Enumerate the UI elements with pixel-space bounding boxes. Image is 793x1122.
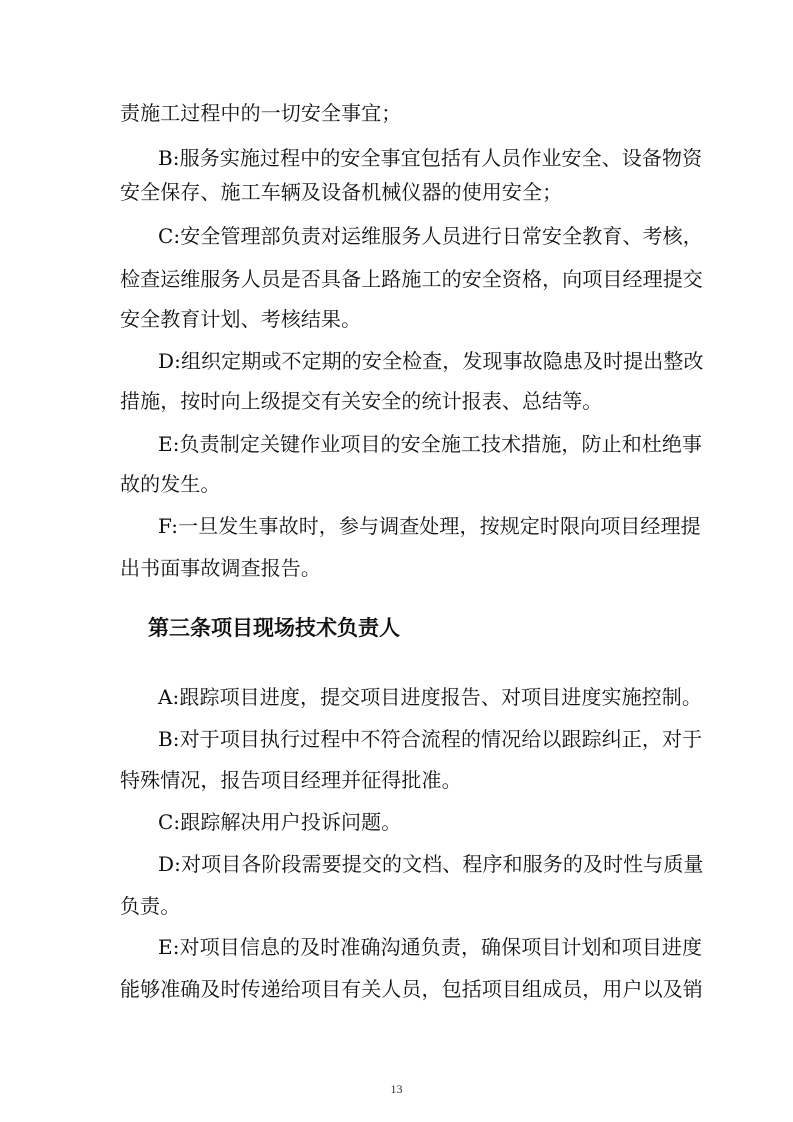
section-heading: 第三条项目现场技术负责人 <box>148 616 400 640</box>
paragraph-line: E:对项目信息的及时准确沟通负责，确保项目计划和项目进度 <box>158 935 703 959</box>
page-number: 13 <box>390 1082 403 1096</box>
paragraph-line: 措施，按时向上级提交有关安全的统计报表、总结等。 <box>120 389 603 413</box>
paragraph-line: 故的发生。 <box>120 472 221 496</box>
paragraph-line: C:安全管理部负责对运维服务人员进行日常安全教育、考核， <box>158 224 703 248</box>
paragraph-line: 负责。 <box>120 894 181 918</box>
paragraph-line: 责施工过程中的一切安全事宜； <box>120 101 402 125</box>
paragraph-line: D:组织定期或不定期的安全检查，发现事故隐患及时提出整改 <box>158 349 704 373</box>
paragraph-line: E:负责制定关键作业项目的安全施工技术措施，防止和杜绝事 <box>158 432 703 456</box>
paragraph-line: D:对项目各阶段需要提交的文档、程序和服务的及时性与质量 <box>158 852 704 876</box>
paragraph-line: 检查运维服务人员是否具备上路施工的安全资格，向项目经理提交 <box>120 267 703 291</box>
paragraph-line: 安全保存、施工车辆及设备机械仪器的使用安全； <box>120 180 563 204</box>
paragraph-line: F:一旦发生事故时，参与调查处理，按规定时限向项目经理提 <box>158 514 701 538</box>
paragraph-line: 出书面事故调查报告。 <box>120 556 321 580</box>
paragraph-line: A:跟踪项目进度，提交项目进度报告、对项目进度实施控制。 <box>158 685 702 709</box>
paragraph-line: B:服务实施过程中的安全事宜包括有人员作业安全、设备物资 <box>158 146 703 170</box>
paragraph-line: 安全教育计划、考核结果。 <box>120 307 362 331</box>
paragraph-line: 特殊情况，报告项目经理并征得批准。 <box>120 768 462 792</box>
paragraph-line: C:跟踪解决用户投诉问题。 <box>158 810 402 834</box>
paragraph-line: 能够准确及时传递给项目有关人员，包括项目组成员，用户以及销 <box>120 977 703 1001</box>
paragraph-line: B:对于项目执行过程中不符合流程的情况给以跟踪纠正，对于 <box>158 727 703 751</box>
